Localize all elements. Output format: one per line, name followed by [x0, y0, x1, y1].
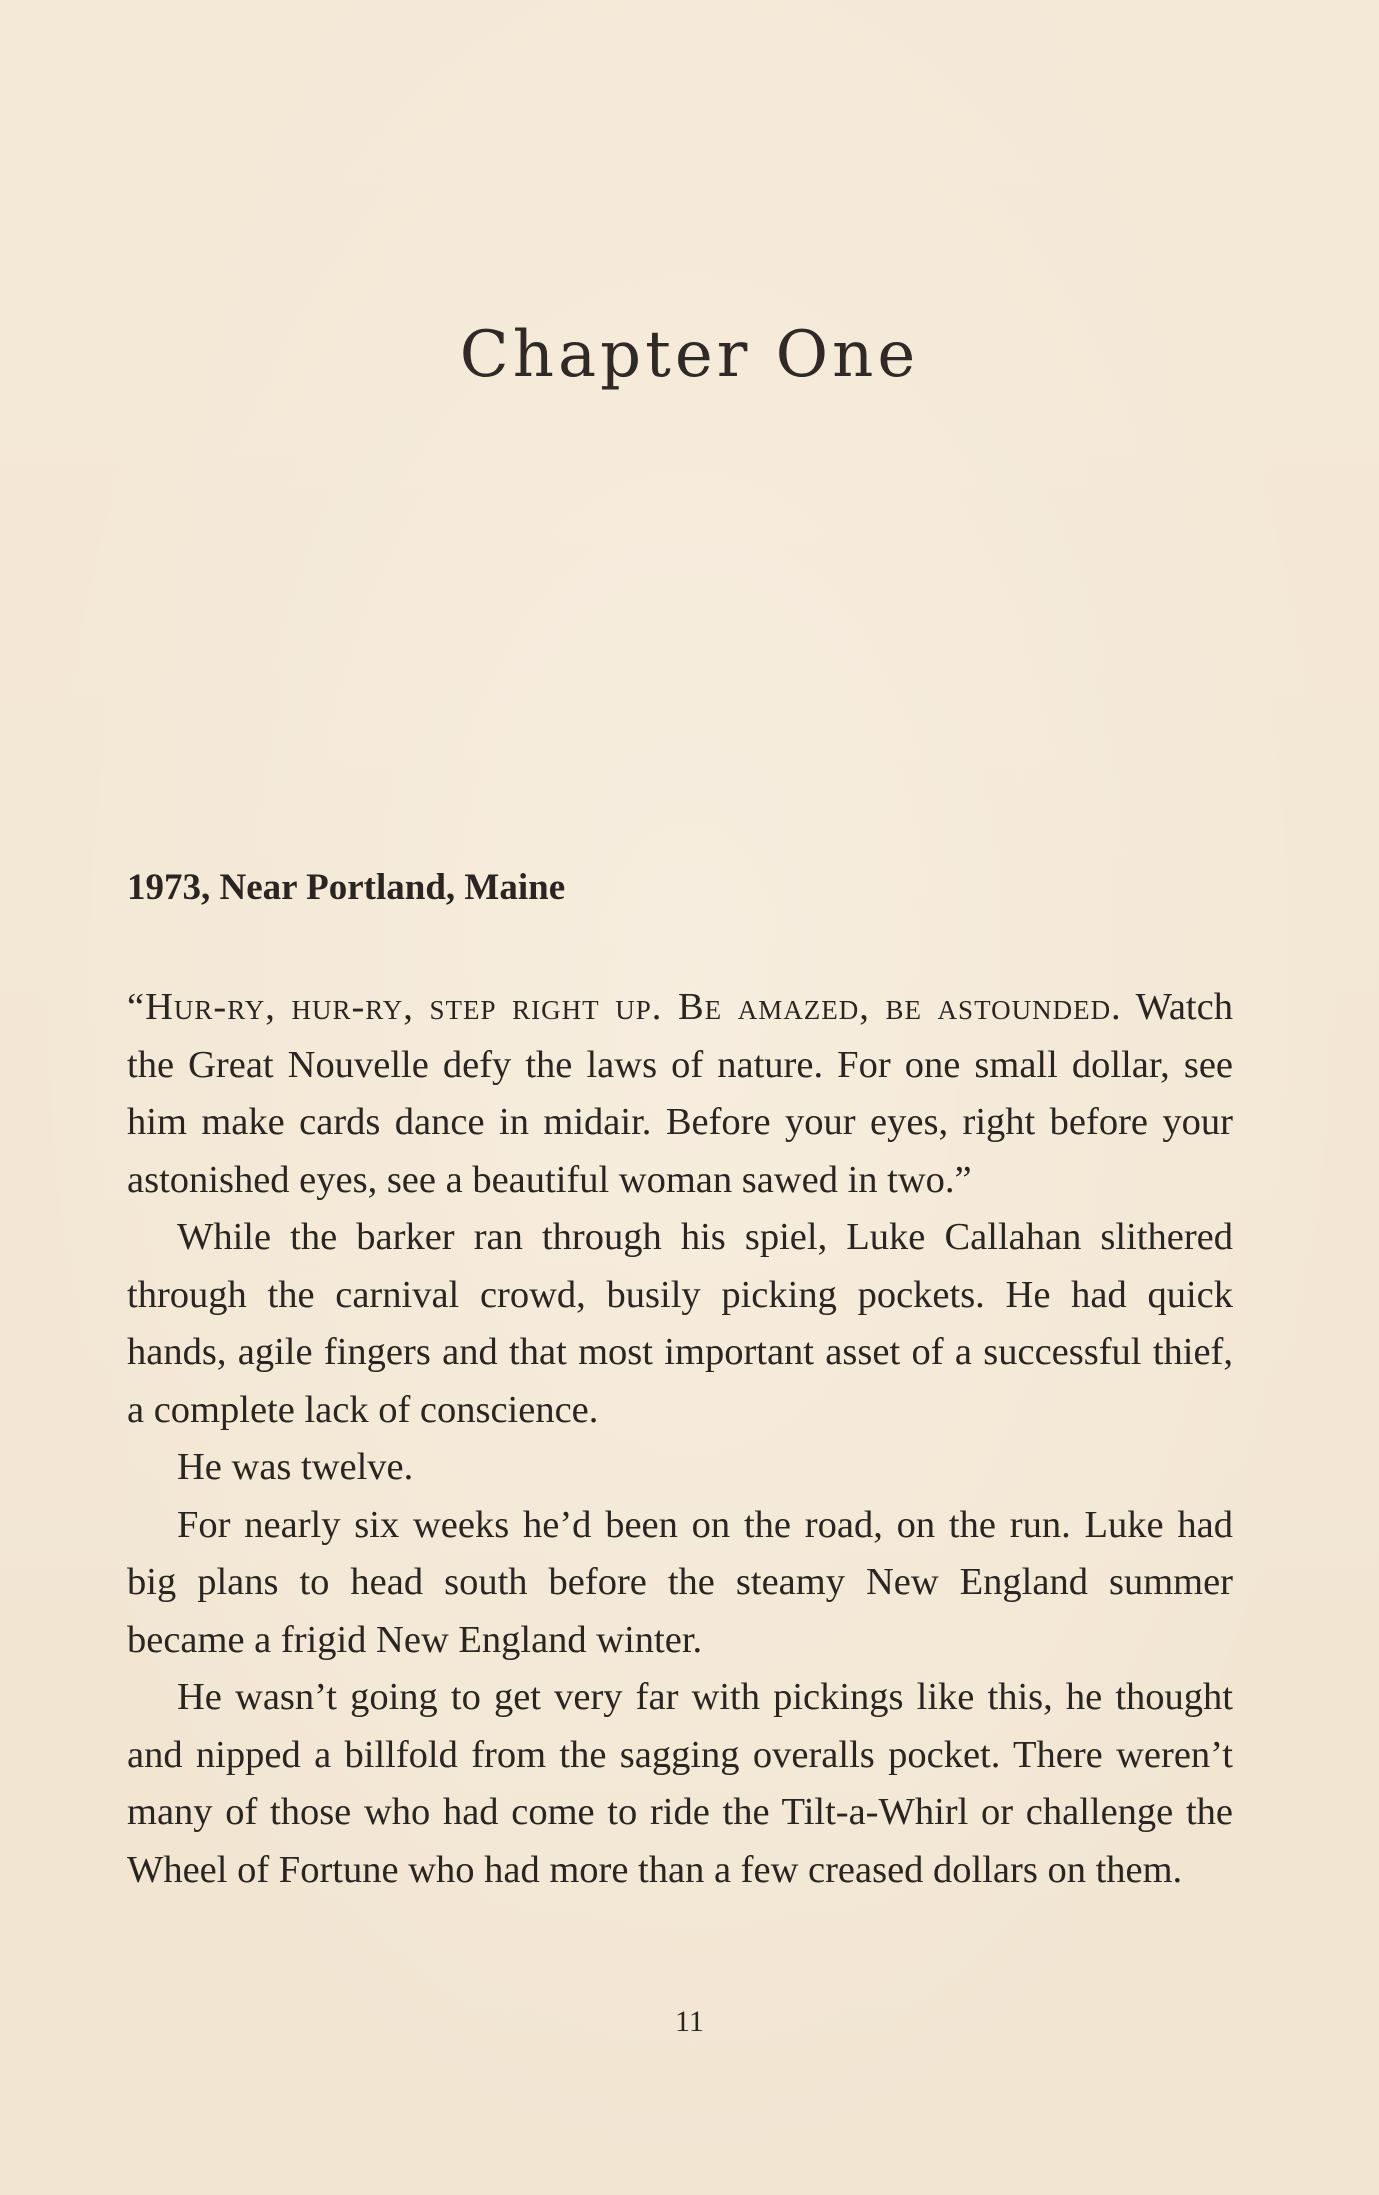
paragraph: He was twelve. [177, 1446, 414, 1488]
page-number: 11 [675, 2005, 704, 2038]
chapter-title: Chapter One [459, 318, 920, 392]
body-text [127, 979, 1233, 1899]
opening-smallcaps: “Hur-ry, hur-ry, step right up. Be amazed, be astounded. [127, 986, 1122, 1028]
opening-rest: Watch the Great Nouvelle defy the laws of nature. For one small dollar, see him make cards dance in midair. Before your eyes, right before your astonished eyes, see a beautiful woman sawed in two.” [127, 986, 1233, 1201]
paragraph: While the barker ran through his spiel, Luke Callahan slithered through the carnival crowd, busily picking pockets. He had quick hands, agile fingers and that most important asset of a successful thief, a complete lack of conscience. [127, 1216, 1233, 1431]
paragraph: He wasn’t going to get very far with pickings like this, he thought and nipped a billfold from the sagging overalls pocket. There weren’t many of those who had come to ride the Tilt-a-Whirl or challenge the Wheel of Fortune who had more than a few creased dollars on them. [127, 1676, 1233, 1891]
paragraph-opening [127, 979, 1233, 1209]
paragraph: For nearly six weeks he’d been on the road, on the run. Luke had big plans to head south before the steamy New England summer became a frigid New England winter. [127, 1503, 1233, 1661]
section-heading: 1973, Near Portland, Maine [127, 867, 566, 908]
